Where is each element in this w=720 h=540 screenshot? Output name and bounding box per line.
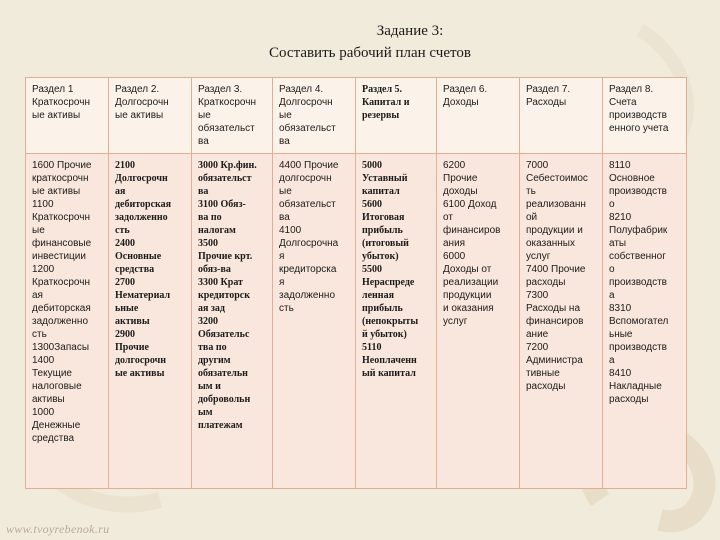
task-title: Задание 3: [376,23,444,39]
header-row [26,78,687,154]
section-2-accounts: 2100 Долгосрочн ая дебиторская задолженно сть 2400 Основные средства 2700 Нематериал ьные активы 2900 Прочие долгосрочн ые активы [115,160,172,379]
body-cell [273,154,356,489]
task-subtitle: Составить рабочий план счетов [269,45,471,61]
body-cell [26,154,109,489]
header-cell [437,78,520,154]
section-7-header: Раздел 7. Расходы [526,84,571,108]
section-8-header: Раздел 8. Счета производств енного учета [609,84,669,134]
section-5-accounts: 5000 Уставный капитал 5600 Итоговая прибыль (итоговый убыток) 5500 Нераспреде ленная прибыль (непокрыты й убыток) 5110 Неоплаченн ый капитал [362,160,419,379]
header-cell [520,78,603,154]
section-6-header: Раздел 6. Доходы [443,84,488,108]
header-cell [109,78,192,154]
chart-of-accounts-table [25,77,687,489]
section-4-header: Раздел 4. Долгосрочн ые обязательст ва [279,84,336,147]
body-cell [603,154,687,489]
section-8-accounts: 8110 Основное производств о 8210 Полуфабрик аты собственног о производств а 8310 Вспомогател ьные производств а 8410 Накладные расходы [609,160,669,405]
header-cell [273,78,356,154]
header-cell [26,78,109,154]
site-watermark: www.tvoyrebenok.ru [6,522,110,536]
body-cell [356,154,437,489]
title-block [200,20,540,64]
section-5-header: Раздел 5. Капитал и резервы [362,84,410,121]
section-2-header: Раздел 2. Долгосрочн ые активы [115,84,169,121]
header-cell [603,78,687,154]
section-1-header: Раздел 1 Краткосрочн ые активы [32,84,90,121]
body-cell [520,154,603,489]
header-cell [356,78,437,154]
body-cell [437,154,520,489]
section-1-accounts: 1600 Прочие краткосрочн ые активы 1100 Краткосрочн ые финансовые инвестиции 1200 Краткосрочн ая дебиторская задолженно сть 1300Запасы 1400 Текущие налоговые активы 1000 Денежные средства [32,160,92,444]
body-cell [192,154,273,489]
header-cell [192,78,273,154]
section-6-accounts: 6200 Прочие доходы 6100 Доход от финансиров ания 6000 Доходы от реализации продукции и оказания услуг [443,160,501,327]
section-3-header: Раздел 3. Краткосрочн ые обязательст ва [198,84,256,147]
accounts-row [26,154,687,489]
section-3-accounts: 3000 Кр.фин. обязательст ва 3100 Обяз- ва по налогам 3500 Прочие крт. обяз-ва 3300 Крат кредиторск ая зад 3200 Обязательс тва по другим обязательн ым и добровольн ым платежам [198,160,257,431]
body-cell [109,154,192,489]
section-7-accounts: 7000 Себестоимос ть реализованн ой продукции и оказанных услуг 7400 Прочие расходы 7300 Расходы на финансиров ание 7200 Администра тивные расходы [526,160,588,392]
section-4-accounts: 4400 Прочие долгосрочн ые обязательст ва 4100 Долгосрочна я кредиторска я задолженно сть [279,160,339,314]
